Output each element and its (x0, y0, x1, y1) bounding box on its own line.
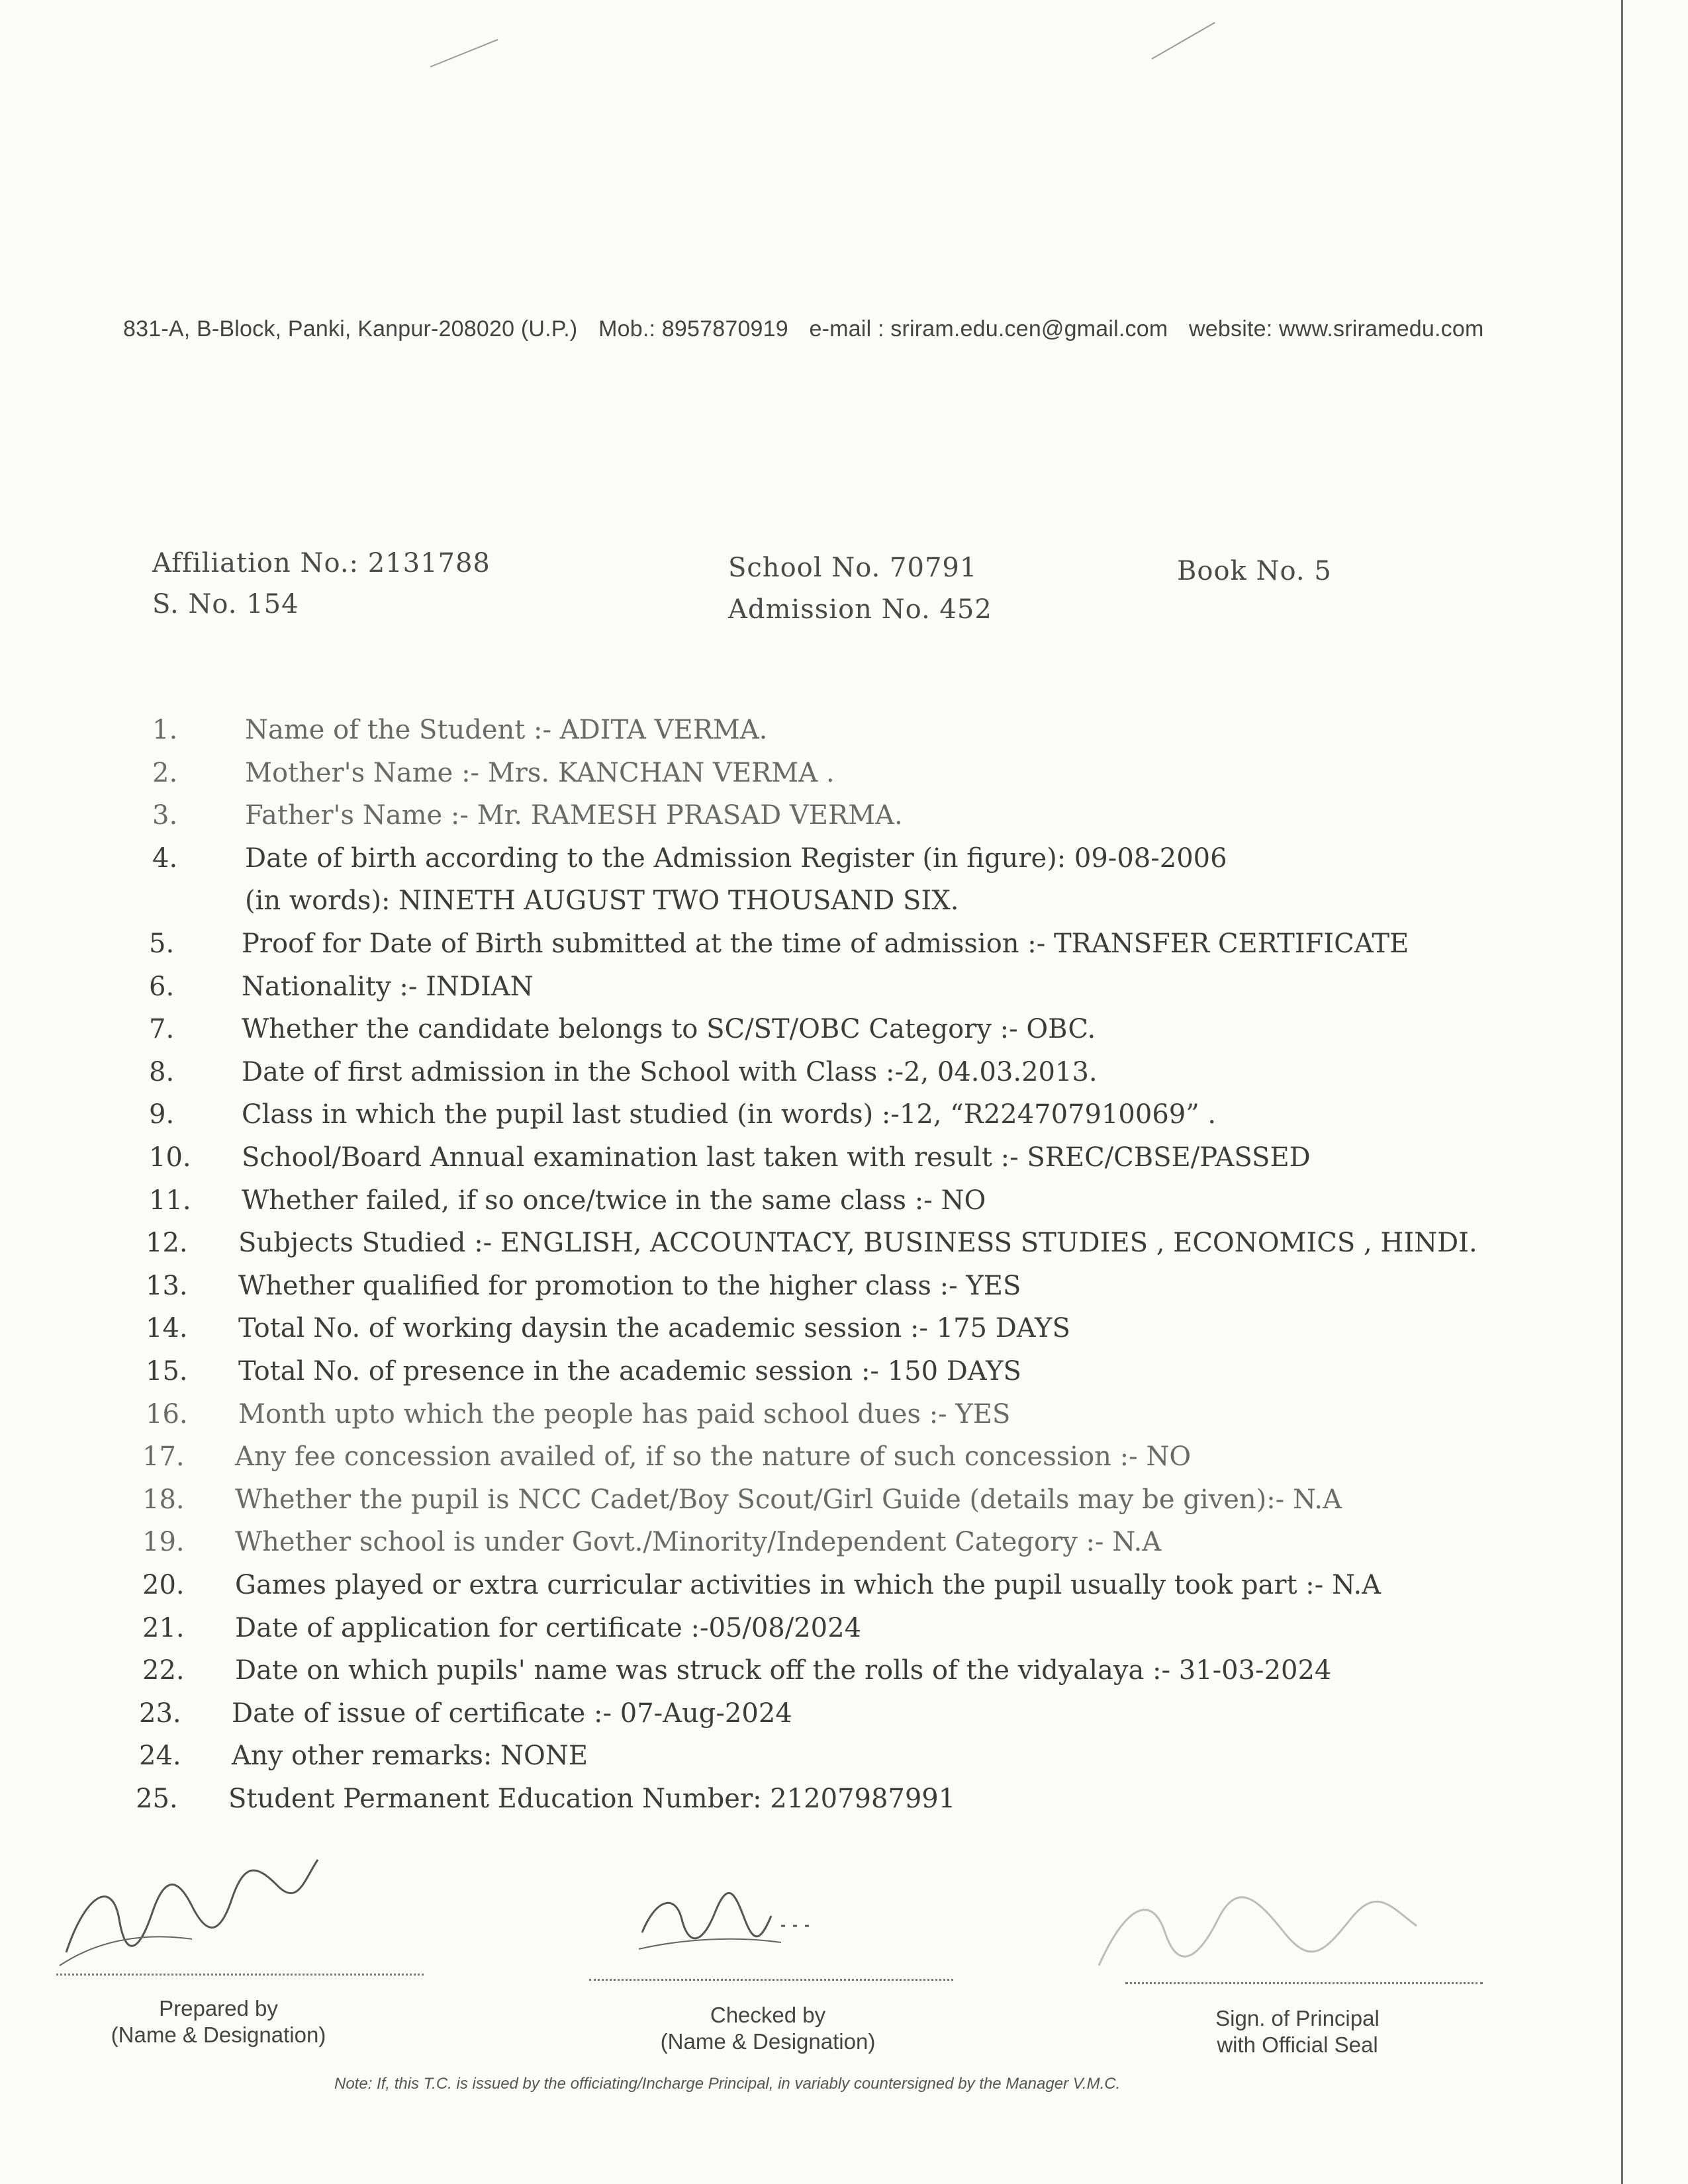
item-text: Name of the Student :- ADITA VERMA. (245, 715, 768, 745)
item-text: Total No. of presence in the academic session :- 150 DAYS (238, 1356, 1021, 1387)
item-number: 7. (149, 1014, 175, 1044)
item-text: Whether the pupil is NCC Cadet/Boy Scout/Girl Guide (details may be given):- N.A (235, 1484, 1342, 1515)
item-text: Date of application for certificate :-05/08/2024 (235, 1613, 862, 1643)
checked-signature (629, 1880, 841, 1966)
school-contact-line (123, 316, 1484, 342)
scan-mark (430, 39, 498, 68)
item-text: Proof for Date of Birth submitted at the time of admission :- TRANSFER CERTIFICATE (242, 929, 1409, 959)
item-number: 3. (152, 800, 178, 831)
item-number: 8. (149, 1057, 175, 1087)
footer-note: Note: If, this T.C. is issued by the officiating/Incharge Principal, in variably countersigned by the Manager V.M.C. (334, 2075, 1121, 2093)
item-text: Any other remarks: NONE (232, 1741, 588, 1771)
mobile: Mob.: 8957870919 (598, 316, 788, 341)
item-number: 20. (142, 1570, 185, 1600)
prepared-by-designation: (Name & Designation) (111, 2023, 326, 2047)
item-text: Date of birth according to the Admission Register (in figure): 09-08-2006 (245, 843, 1227, 874)
item-number: 4. (152, 843, 178, 874)
item-text: Whether school is under Govt./Minority/Independent Category :- N.A (235, 1527, 1162, 1557)
item-number: 17. (142, 1441, 185, 1472)
principal-sign-label (1192, 2005, 1403, 2058)
checked-sign-line (589, 1979, 953, 1981)
principal-sign-title: Sign. of Principal (1215, 2006, 1380, 2030)
item-number: 13. (146, 1271, 188, 1301)
principal-sign-line (1125, 1982, 1483, 1984)
prepared-by-title: Prepared by (159, 1996, 278, 2021)
admission-no: Admission No. 452 (728, 594, 992, 625)
website: website: www.sriramedu.com (1189, 316, 1484, 341)
checked-by-label (655, 2002, 880, 2055)
item-text: Total No. of working daysin the academic session :- 175 DAYS (238, 1313, 1070, 1343)
item-text: Student Permanent Education Number: 21207987991 (228, 1784, 956, 1814)
item-number: 22. (142, 1655, 185, 1686)
address: 831-A, B-Block, Panki, Kanpur-208020 (U.P.) (123, 316, 578, 341)
serial-no: S. No. 154 (152, 589, 299, 619)
item-text: Mother's Name :- Mrs. KANCHAN VERMA . (245, 758, 835, 788)
item-number: 24. (139, 1741, 181, 1771)
item-text: Nationality :- INDIAN (242, 972, 534, 1002)
item-number: 23. (139, 1698, 181, 1729)
page-edge (1621, 0, 1623, 2184)
affiliation-no: Affiliation No.: 2131788 (152, 548, 491, 578)
item-text: Whether the candidate belongs to SC/ST/OBC Category :- OBC. (242, 1014, 1096, 1044)
principal-seal-text: with Official Seal (1217, 2032, 1378, 2057)
item-number: 21. (142, 1613, 185, 1643)
item-number: 16. (146, 1399, 188, 1430)
checked-by-designation: (Name & Designation) (660, 2029, 876, 2054)
item-number: 19. (142, 1527, 185, 1557)
item-number: 18. (142, 1484, 185, 1515)
item-number: 15. (146, 1356, 188, 1387)
item-text: Games played or extra curricular activities in which the pupil usually took part :- N.A (235, 1570, 1382, 1600)
school-no: School No. 70791 (728, 553, 978, 583)
email: e-mail : sriram.edu.cen@gmail.com (809, 316, 1168, 341)
item-number: 10. (149, 1142, 191, 1173)
item-text: Father's Name :- Mr. RAMESH PRASAD VERMA. (245, 800, 903, 831)
item-text: Month upto which the people has paid school dues :- YES (238, 1399, 1011, 1430)
item-text: Date of first admission in the School with Class :-2, 04.03.2013. (242, 1057, 1098, 1087)
item-number: 1. (152, 715, 178, 745)
item-text: (in words): NINETH AUGUST TWO THOUSAND SIX. (245, 886, 959, 916)
item-number: 2. (152, 758, 178, 788)
item-text: School/Board Annual examination last taken with result :- SREC/CBSE/PASSED (242, 1142, 1311, 1173)
prepared-by-label (106, 1995, 331, 2048)
item-number: 25. (136, 1784, 178, 1814)
book-no: Book No. 5 (1177, 556, 1332, 586)
item-number: 5. (149, 929, 175, 959)
prepared-sign-line (56, 1974, 424, 1976)
item-text: Date on which pupils' name was struck off the rolls of the vidyalaya :- 31-03-2024 (235, 1655, 1332, 1686)
item-text: Date of issue of certificate :- 07-Aug-2024 (232, 1698, 792, 1729)
item-text: Subjects Studied :- ENGLISH, ACCOUNTACY, BUSINESS STUDIES , ECONOMICS , HINDI. (238, 1228, 1477, 1258)
item-number: 9. (149, 1099, 175, 1130)
item-text: Whether failed, if so once/twice in the same class :- NO (242, 1185, 986, 1216)
item-number: 14. (146, 1313, 188, 1343)
checked-by-title: Checked by (710, 2003, 826, 2027)
item-number: 11. (149, 1185, 191, 1216)
item-number: 12. (146, 1228, 188, 1258)
item-text: Whether qualified for promotion to the higher class :- YES (238, 1271, 1021, 1301)
item-number: 6. (149, 972, 175, 1002)
principal-signature (1086, 1866, 1430, 1979)
item-text: Class in which the pupil last studied (in words) :-12, “R224707910069” . (242, 1099, 1217, 1130)
scan-mark (1152, 22, 1215, 60)
item-text: Any fee concession availed of, if so the nature of such concession :- NO (235, 1441, 1192, 1472)
prepared-signature (40, 1840, 331, 1972)
